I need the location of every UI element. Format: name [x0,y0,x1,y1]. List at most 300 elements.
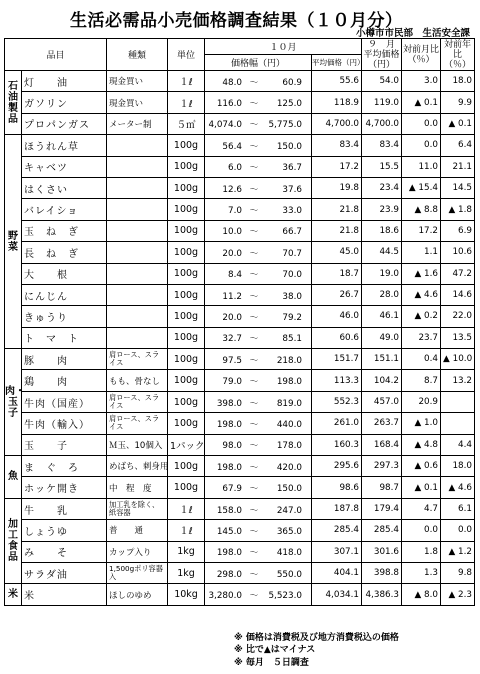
price-low: 4,074.0 [208,120,243,131]
range-separator: ～ [249,312,259,323]
item-name: サラダ油 [22,562,107,583]
table-row [5,456,475,477]
item-unit: １ℓ [168,498,205,519]
price-low: 116.0 [216,99,243,110]
table-row [5,520,475,541]
average-price: 295.6 [312,456,362,477]
year-over-year: ▲ 2.3 [441,584,475,605]
price-range [205,156,312,177]
item-unit: 100g [168,477,205,498]
price-high: 218.0 [276,355,303,366]
item-name: にんじん [22,284,107,305]
month-over-month: 0.0 [402,520,441,541]
group-label: 魚 [5,456,22,499]
item-name: ト マ ト [22,327,107,348]
september-average: 46.1 [362,306,402,327]
item-type [107,306,168,327]
september-average: 28.0 [362,284,402,305]
month-over-month: 17.2 [402,220,441,241]
price-high: 38.0 [282,291,303,302]
price-low: 198.0 [216,548,243,559]
item-name: み そ [22,541,107,562]
item-unit: ５㎥ [168,113,205,134]
month-over-month: ▲ 4.6 [402,284,441,305]
range-separator: ～ [249,355,259,366]
table-row [5,242,475,263]
year-over-year: 6.4 [441,135,475,156]
item-name: はくさい [22,177,107,198]
item-type [107,135,168,156]
range-separator: ～ [249,120,259,131]
september-average: 98.7 [362,477,402,498]
price-high: 70.0 [282,270,303,281]
month-over-month: 20.9 [402,391,441,412]
year-over-year: ▲ 0.1 [441,113,475,134]
note-tax: ※ 価格は消費税及び地方消費税込の価格 [234,633,399,643]
range-separator: ～ [249,591,259,602]
price-high: 418.0 [276,548,303,559]
year-over-year: 6.1 [441,498,475,519]
year-over-year: 13.5 [441,327,475,348]
price-high: 125.0 [276,99,303,110]
header-september-avg: ９ 月 平均価格（円） [363,39,400,70]
price-low: 56.4 [222,141,243,152]
item-type: めばち、刺身用 [107,456,168,477]
table-row [5,263,475,284]
price-range [205,584,312,605]
average-price: 18.7 [312,263,362,284]
price-high: 365.0 [276,526,303,537]
item-type: もも、骨なし [107,370,168,391]
price-low: 98.0 [222,441,243,452]
september-average: 54.0 [362,71,402,92]
item-type: 普 通 [107,520,168,541]
item-type [107,220,168,241]
price-range [205,349,312,370]
item-unit: 100g [168,284,205,305]
month-over-month: 1.3 [402,562,441,583]
item-name: 玉 子 [22,434,107,455]
price-high: 550.0 [276,569,303,580]
item-unit: 100g [168,413,205,434]
month-over-month: ▲ 1.0 [402,413,441,434]
price-range [205,520,312,541]
price-low: 158.0 [216,505,243,516]
price-low: 67.9 [222,484,243,495]
item-type: 現金買い [107,71,168,92]
item-unit: 100g [168,306,205,327]
item-type: メーター制 [107,113,168,134]
range-separator: ～ [249,270,259,281]
september-average: 83.4 [362,135,402,156]
september-average: 285.4 [362,520,402,541]
item-unit: 100g [168,177,205,198]
price-high: 819.0 [276,398,303,409]
year-over-year: 6.9 [441,220,475,241]
item-name: 長 ね ぎ [22,242,107,263]
item-name: きゅうり [22,306,107,327]
year-over-year [441,391,475,412]
price-low: 12.6 [222,184,243,195]
price-range [205,263,312,284]
price-table [4,38,475,606]
item-name: 牛肉（国産） [22,391,107,412]
price-range [205,71,312,92]
month-over-month: ▲ 0.6 [402,456,441,477]
price-range [205,199,312,220]
item-type: 肩ロース、スライス [107,349,168,370]
range-separator: ～ [249,505,259,516]
item-name: 灯 油 [22,71,107,92]
average-price: 46.0 [312,306,362,327]
price-high: 60.9 [282,77,303,88]
average-price: 55.6 [312,71,362,92]
table-row [5,177,475,198]
item-unit: １ℓ [168,520,205,541]
price-low: 10.0 [222,227,243,238]
month-over-month: ▲ 4.8 [402,434,441,455]
price-low: 20.0 [222,248,243,259]
price-range [205,284,312,305]
month-over-month: 0.0 [402,135,441,156]
price-high: 33.0 [282,206,303,217]
year-over-year: 10.6 [441,242,475,263]
table-row [5,199,475,220]
year-over-year: 14.6 [441,284,475,305]
average-price: 60.6 [312,327,362,348]
table-row [5,413,475,434]
price-high: 79.2 [282,312,303,323]
table-row [5,477,475,498]
price-high: 178.0 [276,441,303,452]
item-name: 玉 ね ぎ [22,220,107,241]
month-over-month: ▲ 8.8 [402,199,441,220]
month-over-month: ▲ 0.2 [402,306,441,327]
price-low: 20.0 [222,312,243,323]
item-type: 肩ロース、スライス [107,391,168,412]
price-range [205,498,312,519]
table-row [5,92,475,113]
average-price: 4,700.0 [312,113,362,134]
table-row [5,434,475,455]
item-name: ホッケ開き [22,477,107,498]
month-over-month: 1.8 [402,541,441,562]
item-unit: 100g [168,370,205,391]
price-range [205,177,312,198]
price-low: 198.0 [216,419,243,430]
price-low: 7.0 [228,206,243,217]
item-name: キャベツ [22,156,107,177]
september-average: 49.0 [362,327,402,348]
table-row [5,584,475,605]
range-separator: ～ [249,419,259,430]
price-range [205,327,312,348]
range-separator: ～ [249,334,259,345]
september-average: 104.2 [362,370,402,391]
price-low: 198.0 [216,462,243,473]
september-average: 297.3 [362,456,402,477]
header-october: １０月 [205,39,362,55]
price-low: 398.0 [216,398,243,409]
average-price: 151.7 [312,349,362,370]
september-average: 15.5 [362,156,402,177]
item-type [107,242,168,263]
item-unit: 100g [168,327,205,348]
price-low: 8.4 [228,270,243,281]
price-range [205,242,312,263]
price-low: 79.0 [222,377,243,388]
year-over-year: ▲ 10.0 [441,349,475,370]
month-over-month: ▲ 1.6 [402,263,441,284]
year-over-year: 0.0 [441,520,475,541]
average-price: 4,034.1 [312,584,362,605]
price-low: 11.2 [222,291,243,302]
item-name: しょうゆ [22,520,107,541]
year-over-year: 21.1 [441,156,475,177]
price-high: 150.0 [276,141,303,152]
table-row [5,327,475,348]
item-type: 肩ロース、スライス [107,413,168,434]
item-unit: 100g [168,220,205,241]
item-unit: 100g [168,156,205,177]
header-yoy: 対前年比 （％） [441,39,475,71]
item-unit: 1kg [168,541,205,562]
item-type [107,199,168,220]
price-range [205,135,312,156]
price-low: 145.0 [216,526,243,537]
average-price: 17.2 [312,156,362,177]
month-over-month: ▲ 15.4 [402,177,441,198]
price-high: 150.0 [276,484,303,495]
range-separator: ～ [249,184,259,195]
price-range [205,562,312,583]
item-type: カップ入り [107,541,168,562]
item-type [107,327,168,348]
year-over-year: 9.8 [441,562,475,583]
item-unit: 100g [168,135,205,156]
year-over-year [441,413,475,434]
september-average: 301.6 [362,541,402,562]
september-average: 457.0 [362,391,402,412]
month-over-month: 8.7 [402,370,441,391]
item-type: 現金買い [107,92,168,113]
item-name: ほうれん草 [22,135,107,156]
year-over-year: ▲ 1.2 [441,541,475,562]
range-separator: ～ [249,99,259,110]
item-name: 牛肉（輸入） [22,413,107,434]
year-over-year: 47.2 [441,263,475,284]
month-over-month: 4.7 [402,498,441,519]
average-price: 552.3 [312,391,362,412]
year-over-year: 13.2 [441,370,475,391]
group-label: 石油製品 [5,71,22,135]
range-separator: ～ [249,248,259,259]
september-average: 168.4 [362,434,402,455]
item-name: プロパンガス [22,113,107,134]
average-price: 187.8 [312,498,362,519]
item-type [107,284,168,305]
item-name: 牛 乳 [22,498,107,519]
month-over-month: 23.7 [402,327,441,348]
item-name: 鶏 肉 [22,370,107,391]
item-name: 大 根 [22,263,107,284]
price-high: 420.0 [276,462,303,473]
month-over-month: ▲ 0.1 [402,477,441,498]
range-separator: ～ [249,462,259,473]
item-unit: 10kg [168,584,205,605]
year-over-year: 9.9 [441,92,475,113]
month-over-month: ▲ 0.1 [402,92,441,113]
average-price: 21.8 [312,199,362,220]
header-price-range: 価格幅（円） [205,55,312,71]
september-average: 23.9 [362,199,402,220]
table-row [5,370,475,391]
item-unit: 100g [168,263,205,284]
item-type: Ｍ玉、10個入 [107,434,168,455]
item-unit: 100g [168,391,205,412]
range-separator: ～ [249,484,259,495]
september-average: 44.5 [362,242,402,263]
note-survey-date: ※ 毎月 ５日調査 [234,657,309,668]
month-over-month: 0.4 [402,349,441,370]
price-high: 440.0 [276,419,303,430]
price-range [205,113,312,134]
range-separator: ～ [249,398,259,409]
average-price: 19.8 [312,177,362,198]
september-average: 23.4 [362,177,402,198]
price-low: 97.5 [222,355,243,366]
september-average: 18.6 [362,220,402,241]
year-over-year: 14.5 [441,177,475,198]
header-mom: 対前月比 （％） [402,39,441,71]
range-separator: ～ [249,227,259,238]
year-over-year: 18.0 [441,71,475,92]
group-label: 野菜 [5,135,22,349]
price-range [205,306,312,327]
item-type: ほしのゆめ [107,584,168,605]
price-range [205,92,312,113]
price-low: 3,280.0 [208,591,243,602]
average-price: 261.0 [312,413,362,434]
price-high: 198.0 [276,377,303,388]
price-low: 32.7 [222,334,243,345]
item-unit: １ℓ [168,92,205,113]
table-row [5,541,475,562]
range-separator: ～ [249,163,259,174]
item-type [107,263,168,284]
item-unit: 1パック [168,434,205,455]
month-over-month: 1.1 [402,242,441,263]
price-low: 6.0 [228,163,243,174]
month-over-month: 3.0 [402,71,441,92]
table-row [5,562,475,583]
item-unit: １ℓ [168,71,205,92]
group-label: 肉・玉子 [5,349,22,456]
price-high: 37.6 [282,184,303,195]
item-type [107,177,168,198]
page-title: 生活必需品小売価格調査結果（１０月分） [70,11,403,31]
price-high: 85.1 [282,334,303,345]
price-range [205,434,312,455]
item-unit: 100g [168,349,205,370]
table-row [5,284,475,305]
item-name: ガソリン [22,92,107,113]
item-name: 米 [22,584,107,605]
average-price: 98.6 [312,477,362,498]
range-separator: ～ [249,548,259,559]
price-range [205,220,312,241]
item-type [107,156,168,177]
range-separator: ～ [249,526,259,537]
item-name: 豚 肉 [22,349,107,370]
item-type: 加工乳を除く、紙容器 [107,498,168,519]
average-price: 160.3 [312,434,362,455]
header-item: 品目 [5,39,107,71]
header-type: 種類 [107,39,168,71]
september-average: 151.1 [362,349,402,370]
price-range [205,541,312,562]
price-range [205,456,312,477]
average-price: 404.1 [312,562,362,583]
table-row [5,113,475,134]
average-price: 285.4 [312,520,362,541]
average-price: 45.0 [312,242,362,263]
table-row [5,135,475,156]
price-high: 5,523.0 [268,591,303,602]
table-row [5,498,475,519]
price-low: 48.0 [222,77,243,88]
average-price: 307.1 [312,541,362,562]
september-average: 263.7 [362,413,402,434]
september-average: 179.4 [362,498,402,519]
item-type: 中 程 度 [107,477,168,498]
range-separator: ～ [249,206,259,217]
average-price: 113.3 [312,370,362,391]
item-unit: 100g [168,242,205,263]
average-price: 118.9 [312,92,362,113]
table-row [5,306,475,327]
year-over-year: 18.0 [441,456,475,477]
department-label: 小樽市市民部 生活安全課 [355,28,470,39]
september-average: 119.0 [362,92,402,113]
september-average: 19.0 [362,263,402,284]
average-price: 83.4 [312,135,362,156]
range-separator: ～ [249,291,259,302]
table-row [5,156,475,177]
item-name: バレイショ [22,199,107,220]
september-average: 398.8 [362,562,402,583]
average-price: 21.8 [312,220,362,241]
item-name: ま ぐ ろ [22,456,107,477]
price-high: 66.7 [282,227,303,238]
item-unit: 1kg [168,562,205,583]
price-high: 70.7 [282,248,303,259]
item-unit: 100g [168,199,205,220]
notes [234,632,399,669]
month-over-month: 11.0 [402,156,441,177]
year-over-year: 22.0 [441,306,475,327]
item-unit: 100g [168,456,205,477]
range-separator: ～ [249,377,259,388]
month-over-month: ▲ 8.0 [402,584,441,605]
header-average: 平均価格（円） [312,55,362,71]
group-label: 米 [5,584,22,605]
group-label: 加工食品 [5,498,22,584]
header-unit: 単位 [168,39,205,71]
month-over-month: 0.0 [402,113,441,134]
table-row [5,349,475,370]
range-separator: ～ [249,441,259,452]
